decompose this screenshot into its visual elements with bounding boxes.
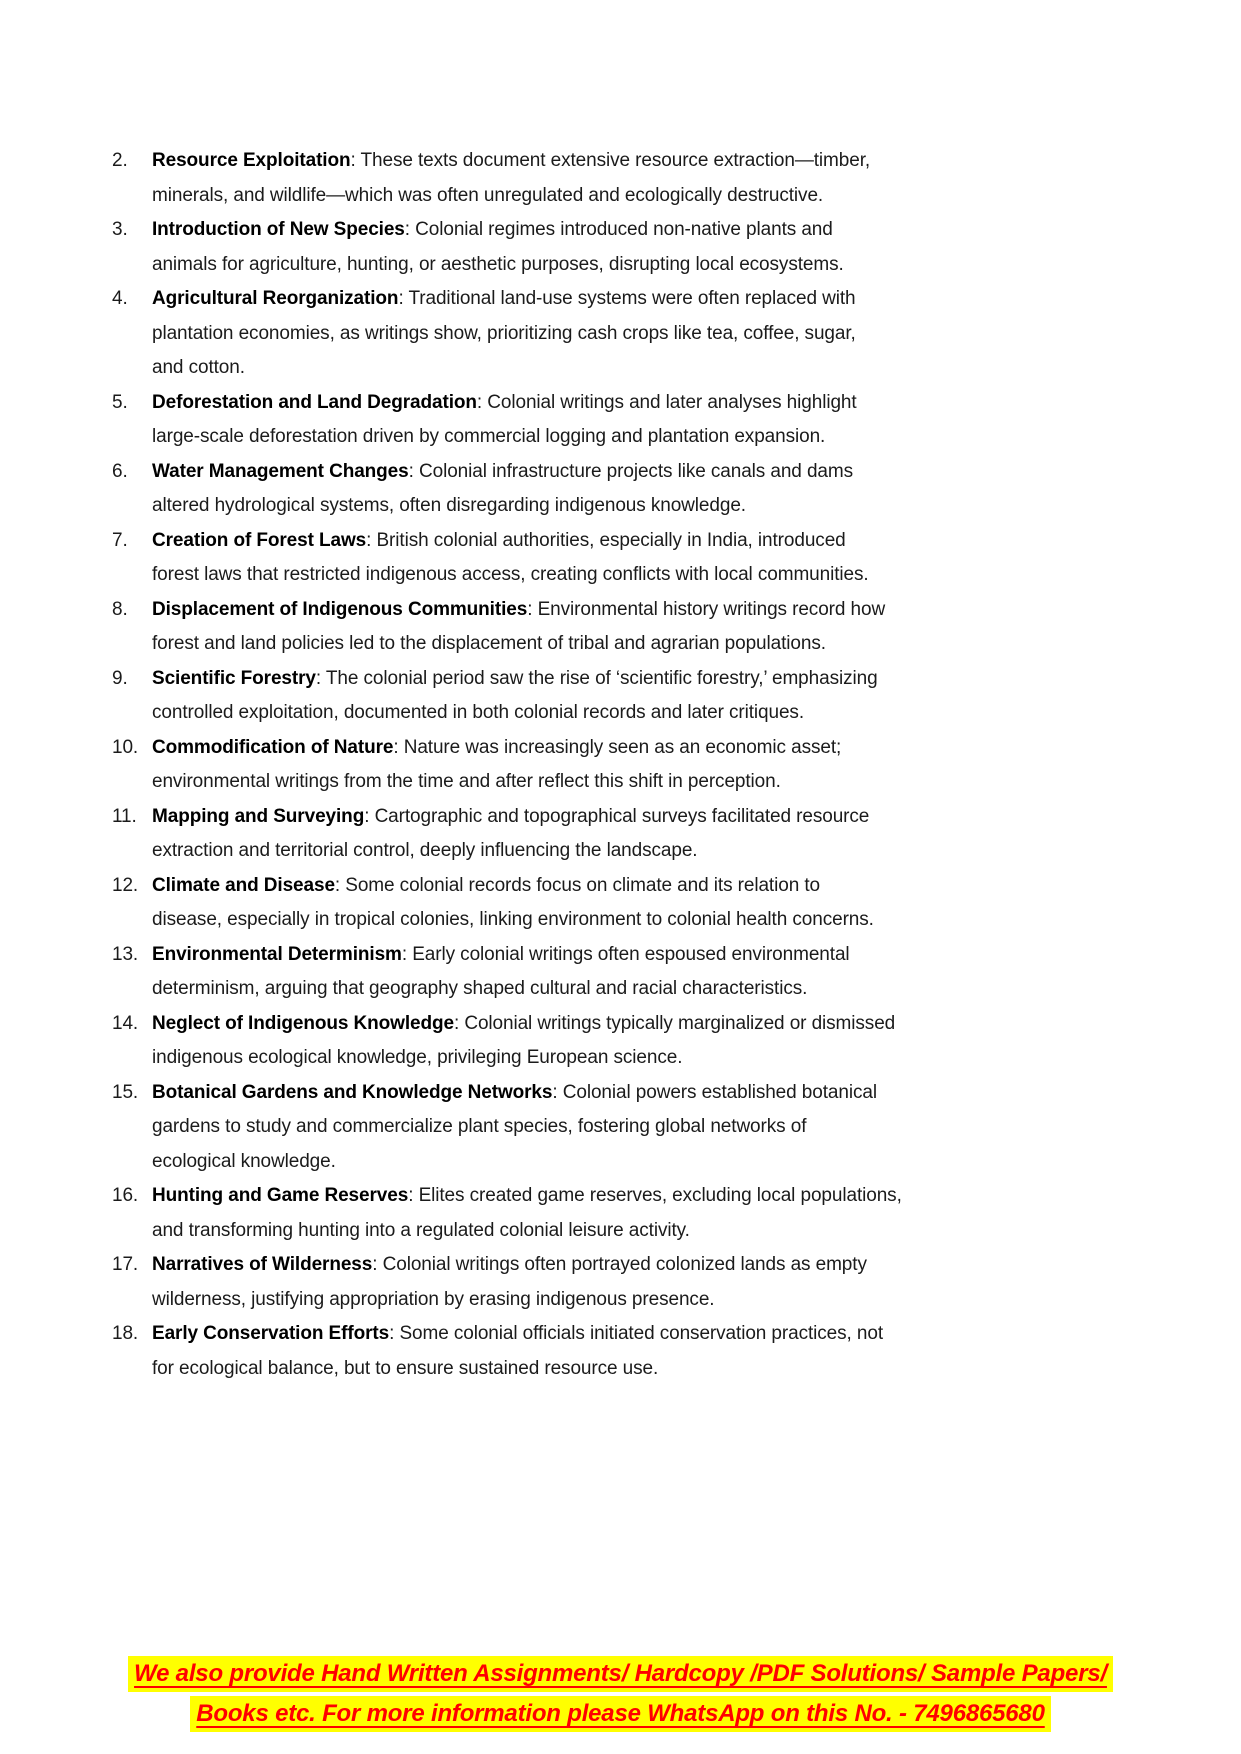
list-item-text: Elites created game reserves, excluding local populations, <box>418 1185 902 1206</box>
list-item-number: 6. <box>112 460 128 482</box>
list-item <box>112 524 1122 593</box>
list-item <box>112 938 1122 1007</box>
list-item <box>112 144 1122 213</box>
list-item <box>112 731 1122 800</box>
list-item-title: Creation of Forest Laws <box>152 529 367 551</box>
list-item-first-line <box>112 1007 1122 1042</box>
title-separator: : <box>389 1323 400 1344</box>
title-separator: : <box>408 460 419 482</box>
list-item-number: 13. <box>112 943 139 965</box>
footer-highlighted-text-2: Books etc. For more information please WhatsApp on this No. - 7496865680 <box>190 1696 1050 1732</box>
title-separator: : <box>408 1185 419 1206</box>
title-separator: : <box>334 874 346 896</box>
list-item-continuation-line: controlled exploitation, documented in both colonial records and later critiques. <box>152 702 805 723</box>
list-item <box>112 213 1122 282</box>
list-item-first-line <box>112 455 1122 490</box>
title-separator: : <box>350 150 361 171</box>
list-item-continuation-line: and transforming hunting into a regulated colonial leisure activity. <box>152 1219 690 1241</box>
list-item-title: Neglect of Indigenous Knowledge <box>152 1012 454 1034</box>
list-item-number: 10. <box>112 736 139 758</box>
list-item-continuation-line: determinism, arguing that geography shaped cultural and racial characteristics. <box>152 978 808 999</box>
list-item <box>112 455 1122 524</box>
list-item-number: 8. <box>112 598 128 620</box>
list-item-continuation-line: indigenous ecological knowledge, privileging European science. <box>152 1047 683 1068</box>
list-item-title: Narratives of Wilderness <box>152 1254 373 1275</box>
list-item-text: Some colonial officials initiated conservation practices, not <box>399 1323 884 1344</box>
list-item-text: The colonial period saw the rise of ‘scientific forestry,’ emphasizing <box>325 667 878 689</box>
list-item-first-line <box>112 213 1122 248</box>
list-item-title: Commodification of Nature <box>152 736 394 758</box>
list-item-text: Colonial writings often portrayed colonized lands as empty <box>382 1254 867 1275</box>
list-item-continuation-line: for ecological balance, but to ensure sustained resource use. <box>152 1357 659 1379</box>
list-item-first-line <box>112 869 1122 904</box>
list-item-continuation-line: ecological knowledge. <box>152 1150 336 1172</box>
list-item-number: 3. <box>112 219 128 240</box>
list-item-text: Colonial writings typically marginalized or dismissed <box>464 1012 896 1034</box>
list-item-text: These texts document extensive resource extraction—timber, <box>360 150 871 171</box>
title-separator: : <box>366 529 377 551</box>
list-item-text: Colonial writings and later analyses highlight <box>487 391 857 413</box>
list-item-first-line <box>112 938 1122 973</box>
list-item-title: Environmental Determinism <box>152 943 402 965</box>
title-separator: : <box>404 219 416 240</box>
list-item-continuation-line: and cotton. <box>152 357 245 378</box>
list-item <box>112 1007 1122 1076</box>
list-item-first-line <box>112 144 1122 179</box>
list-item-continuation-line: disease, especially in tropical colonies, linking environment to colonial health concerns. <box>152 909 874 930</box>
list-item-title: Resource Exploitation <box>152 150 351 171</box>
list-item-continuation-line: gardens to study and commercialize plant species, fostering global networks of <box>152 1116 807 1137</box>
title-separator: : <box>315 667 326 689</box>
list-item-continuation-line: plantation economies, as writings show, prioritizing cash crops like tea, coffee, sugar, <box>152 322 856 344</box>
list-item-first-line <box>112 386 1122 421</box>
title-separator: : <box>393 736 404 758</box>
list-item-first-line <box>112 1076 1122 1111</box>
list-item-number: 5. <box>112 391 128 413</box>
list-item <box>112 662 1122 731</box>
list-item-number: 14. <box>112 1012 139 1034</box>
list-item-text: Cartographic and topographical surveys facilitated resource <box>374 805 870 827</box>
title-separator: : <box>527 598 538 620</box>
list-item <box>112 593 1122 662</box>
list-item-title: Hunting and Game Reserves <box>152 1185 409 1206</box>
numbered-list <box>112 144 1122 1386</box>
list-item-title: Water Management Changes <box>152 460 409 482</box>
list-item-text: Early colonial writings often espoused environmental <box>412 943 850 965</box>
list-item-continuation-line: minerals, and wildlife—which was often unregulated and ecologically destructive. <box>152 184 824 206</box>
list-item-text: Traditional land-use systems were often replaced with <box>408 288 856 309</box>
title-separator: : <box>453 1012 465 1034</box>
list-item-title: Deforestation and Land Degradation <box>152 391 477 413</box>
list-item-number: 11. <box>112 805 137 827</box>
list-item <box>112 1248 1122 1317</box>
list-item-continuation-line: forest and land policies led to the displacement of tribal and agrarian populations. <box>152 633 826 654</box>
title-separator: : <box>398 288 409 309</box>
list-item-text: Some colonial records focus on climate and its relation to <box>345 874 820 896</box>
list-item-first-line <box>112 731 1122 766</box>
list-item-text: Nature was increasingly seen as an economic asset; <box>403 736 842 758</box>
list-item-continuation-line: large-scale deforestation driven by commercial logging and plantation expansion. <box>152 426 826 447</box>
list-item-title: Agricultural Reorganization <box>152 288 399 309</box>
footer-advertisement <box>0 1654 1241 1734</box>
list-item-number: 7. <box>112 529 128 551</box>
list-item-number: 17. <box>112 1254 139 1275</box>
title-separator: : <box>364 805 375 827</box>
list-item <box>112 800 1122 869</box>
list-item-text: Colonial regimes introduced non-native plants and <box>415 219 833 240</box>
list-item-continuation-line: forest laws that restricted indigenous access, creating conflicts with local communities. <box>152 564 869 585</box>
list-item-number: 12. <box>112 874 139 896</box>
list-item-first-line <box>112 1179 1122 1214</box>
list-item-text: Environmental history writings record how <box>537 598 886 620</box>
title-separator: : <box>401 943 413 965</box>
list-item-continuation-line: animals for agriculture, hunting, or aesthetic purposes, disrupting local ecosystems. <box>152 253 844 275</box>
list-item <box>112 869 1122 938</box>
list-item <box>112 282 1122 386</box>
title-separator: : <box>476 391 488 413</box>
list-item-number: 15. <box>112 1081 139 1103</box>
list-item-title: Scientific Forestry <box>152 667 316 689</box>
list-item-first-line <box>112 524 1122 559</box>
footer-highlighted-text-1: We also provide Hand Written Assignments/ Hardcopy /PDF Solutions/ Sample Papers/ <box>128 1656 1113 1692</box>
list-item <box>112 1076 1122 1180</box>
list-item-text: British colonial authorities, especially in India, introduced <box>376 529 846 551</box>
title-separator: : <box>552 1081 563 1103</box>
list-item-first-line <box>112 800 1122 835</box>
list-item-title: Early Conservation Efforts <box>152 1323 390 1344</box>
list-item <box>112 1179 1122 1248</box>
list-item-title: Displacement of Indigenous Communities <box>152 598 528 620</box>
list-item-number: 16. <box>112 1185 139 1206</box>
list-item-first-line <box>112 1317 1122 1352</box>
list-item-text: Colonial infrastructure projects like canals and dams <box>418 460 854 482</box>
list-item <box>112 386 1122 455</box>
list-item <box>112 1317 1122 1386</box>
list-item-number: 2. <box>112 150 128 171</box>
footer-line-1 <box>0 1654 1241 1694</box>
list-item-continuation-line: environmental writings from the time and after reflect this shift in perception. <box>152 771 781 792</box>
list-item-continuation-line: wilderness, justifying appropriation by erasing indigenous presence. <box>152 1288 715 1310</box>
list-item-number: 9. <box>112 667 128 689</box>
list-item-title: Climate and Disease <box>152 874 335 896</box>
list-item-text: Colonial powers established botanical <box>562 1081 877 1103</box>
list-item-title: Mapping and Surveying <box>152 805 365 827</box>
list-item-number: 4. <box>112 288 128 309</box>
list-item-title: Introduction of New Species <box>152 219 405 240</box>
title-separator: : <box>372 1254 383 1275</box>
list-item-first-line <box>112 282 1122 317</box>
list-item-first-line <box>112 662 1122 697</box>
list-item-continuation-line: altered hydrological systems, often disregarding indigenous knowledge. <box>152 495 746 516</box>
list-item-first-line <box>112 593 1122 628</box>
list-item-first-line <box>112 1248 1122 1283</box>
footer-line-2 <box>0 1694 1241 1734</box>
list-item-continuation-line: extraction and territorial control, deeply influencing the landscape. <box>152 840 698 861</box>
list-item-number: 18. <box>112 1323 139 1344</box>
list-item-title: Botanical Gardens and Knowledge Networks <box>152 1081 553 1103</box>
